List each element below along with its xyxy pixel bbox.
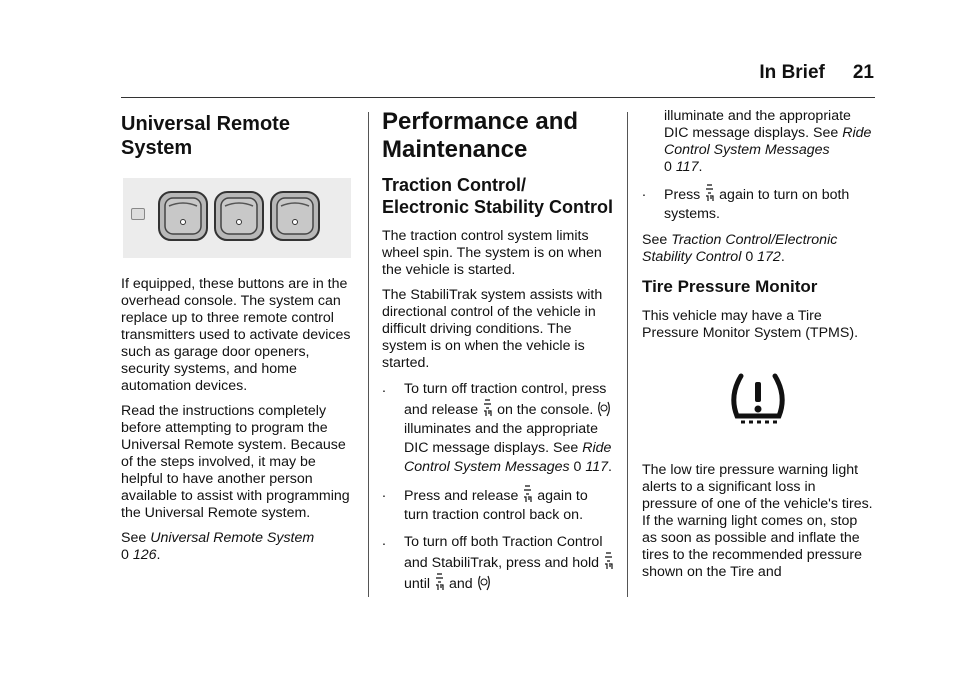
universal-remote-para-1: If equipped, these buttons are in the overhead console. The system can replace up to three remote control transmitters used to activate devices such as garage door openers, security systems, and home automation devices. — [121, 276, 351, 394]
column-divider-2 — [627, 112, 628, 597]
header-title: In Brief — [759, 62, 825, 83]
ride-control-link[interactable]: Ride Control System Messages — [664, 125, 872, 158]
see-label: See — [121, 530, 147, 546]
tpms-warning-icon — [727, 370, 789, 430]
indicator-led-icon — [131, 208, 145, 220]
traction-off-icon — [522, 485, 533, 503]
ride-control-link[interactable]: Ride Control System Messages — [404, 440, 612, 475]
bullet-mark: . — [382, 380, 386, 396]
traction-control-link[interactable]: Traction Control/Electronic Stability Control — [642, 232, 838, 265]
universal-remote-figure — [123, 178, 351, 258]
traction-off-icon — [704, 184, 715, 202]
remote-button-icon — [157, 190, 209, 242]
page-arrow: 0 — [121, 547, 129, 563]
column-2 — [382, 108, 614, 602]
header-rule — [121, 97, 875, 98]
tpms-figure — [642, 370, 874, 434]
column-divider-1 — [368, 112, 369, 597]
universal-remote-see — [121, 530, 356, 564]
traction-para-1: The traction control system limits wheel spin. The system is on when the vehicle is started. — [382, 228, 602, 278]
tpms-para-1: This vehicle may have a Tire Pressure Monitor System (TPMS). — [642, 308, 859, 341]
bullet-item: . Press and release again to turn traction control back on. — [382, 485, 588, 523]
stabilitrak-icon — [477, 575, 491, 591]
column-3 — [642, 108, 874, 589]
remote-button-icon — [269, 190, 321, 242]
tpms-para-2: The low tire pressure warning light alerts to a significant loss in pressure of one of the vehicle's tires. If the warning light comes on, stop as soon as possible and inflate the tires to the recommended pressure shown on the Tire and — [642, 462, 873, 580]
column-1 — [121, 108, 356, 572]
page-header — [0, 62, 874, 84]
tire-pressure-heading: Tire Pressure Monitor — [642, 277, 818, 296]
stabilitrak-icon — [597, 401, 611, 417]
period: . — [156, 547, 161, 563]
stabilitrak-para: The StabiliTrak system assists with directional control of the vehicle in difficult driving conditions. The system is on when the vehicle is started. — [382, 287, 603, 371]
traction-off-icon — [603, 552, 614, 570]
bullet-item: . To turn off traction control, press and release on the console. illuminates and the appropriate DIC message displays. See Ride Control System Messages 0 117. — [382, 380, 612, 475]
universal-remote-heading: Universal Remote System — [121, 113, 290, 159]
traction-off-icon — [482, 399, 493, 417]
traction-off-icon — [434, 573, 445, 591]
universal-remote-para-2: Read the instructions completely before attempting to program the Universal Remote system. Because of the steps involved, it may be helpful to have another person available to assist with programming the Universal Remote system. — [121, 403, 350, 521]
universal-remote-link[interactable]: Universal Remote System — [150, 530, 315, 546]
bullet-item: . Press again to turn on both systems. — [642, 184, 850, 222]
performance-heading: Performance and Maintenance — [382, 108, 579, 163]
continued-bullet-text: illuminate and the appropriate DIC message displays. See Ride Control System Messages 0 117. — [664, 108, 872, 175]
traction-control-heading: Traction Control/ Electronic Stability Control — [382, 175, 614, 217]
traction-see: See Traction Control/Electronic Stability Control 0 172. — [642, 232, 838, 265]
page-number: 21 — [852, 62, 874, 83]
bullet-item: . To turn off both Traction Control and StabiliTrak, press and hold until and — [382, 533, 614, 594]
page-ref[interactable]: 126 — [132, 547, 157, 563]
remote-button-icon — [213, 190, 265, 242]
